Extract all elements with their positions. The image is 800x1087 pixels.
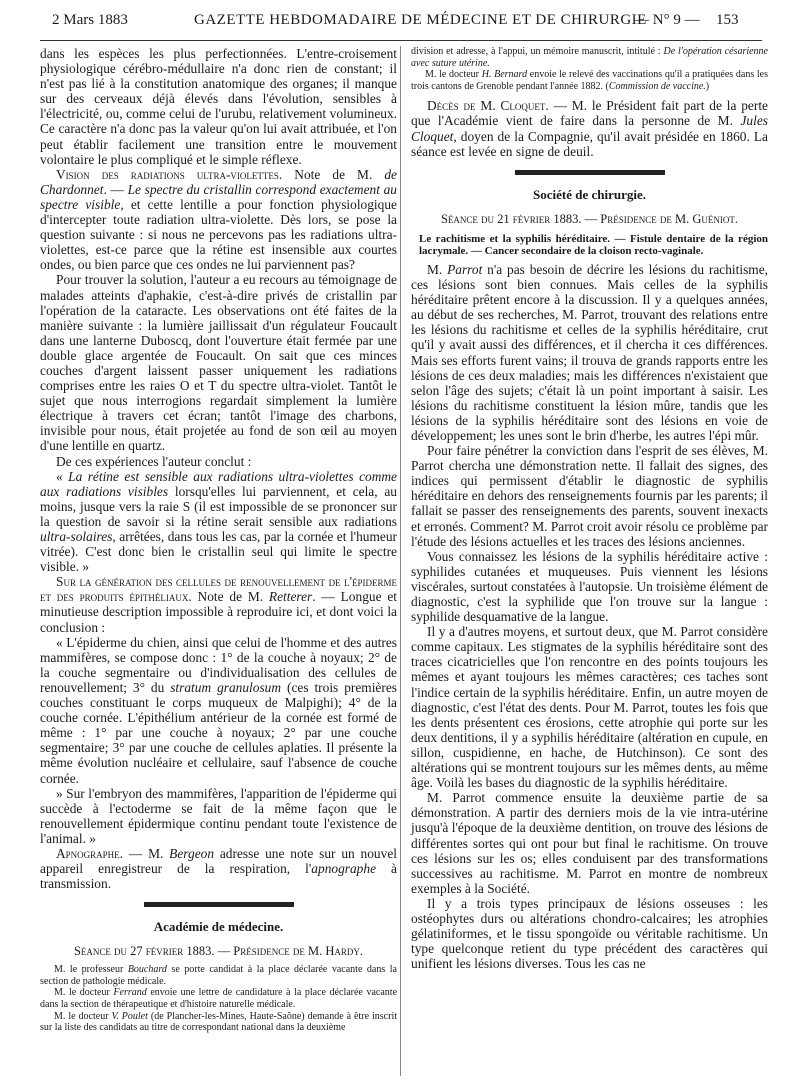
paragraph-apnographe [40, 846, 397, 891]
section-heading: Vision des radiations ultra-violettes. [56, 166, 283, 182]
text-run: division et adresse, à l'appui, un mémoire manuscrit, intitulé : [411, 46, 664, 57]
text-run: adresse une note sur un nouvel appareil enregistreur de la respiration, l' [40, 845, 397, 877]
text-run: — M. le Président fait part de la perte que l'Académie vient de faire dans la personne de M. [411, 98, 768, 129]
text-run: Note de M. [282, 166, 385, 182]
text-run: « L'épiderme du chien, ainsi que celui de l'homme et des autres mammifères, se compose donc : 1° de la couche à noyaux; 2° de la couche segmentaire ou d'individualisation des cellules de renouvellement; 3° du [40, 634, 397, 695]
header-title: GAZETTE HEBDOMADAIRE DE MÉDECINE ET DE CHIRURGIE [194, 12, 647, 28]
quote-paragraph: » Sur l'embryon des mammifères, l'apparition de l'épiderme qui succède à l'ectoderme se fait de la même façon que le renouvellement épidermique continu pendant toute l'existence de l'animal. » [40, 785, 397, 846]
text-run: (de Plancher-les-Mines, Haute-Saône) demande à être inscrit sur la liste des candidats au titre de correspondant national dans la deuxième [40, 1010, 397, 1034]
text-run: M. [427, 261, 448, 277]
quote-paragraph [40, 635, 397, 786]
section-rule [144, 902, 294, 907]
text-run: Note de M. [191, 589, 269, 605]
session-subheading: Le rachitisme et la syphilis héréditaire. — Fistule dentaire de la région lacrymale. — Cancer secondaire de la cloison recto-vaginale. [419, 232, 768, 258]
minutes-item [411, 46, 768, 69]
author-name: Bergeon [169, 845, 215, 861]
text-run: . — Longue et minutieuse description impossible à reproduire ici, et dont voici la conclusion : [40, 589, 397, 635]
quote-paragraph [40, 469, 397, 575]
text-run: (ces trois premières couches constituant le corps muqueux de Malpighi); 4° de la couche cornée. L'épithélium antérieur de la cornée est formé de même : 1° par une couche à noyaux; 2° par une couche segmentaire; 3° par une couche de cellules aplaties. Il présente la même évolution nucléaire et cellulaire, sauf l'absence de couche cornée. [40, 679, 397, 786]
note-title: Le spectre du cristallin correspond exactement au spectre visible [40, 181, 397, 212]
text-run: envoie le relevé des vaccinations qu'il a pratiquées dans les trois cantons de Grenoble pendant l'année 1882. ( [411, 69, 769, 92]
person-name: Parrot [447, 261, 483, 277]
person-name: Jules Cloquet [411, 113, 768, 144]
paragraph: Pour faire pénétrer la conviction dans l'esprit de ses élèves, M. Parrot chercha une démonstration nette. Il fallait des signes, des indices qui permissent d'établir le diagnostic de syphilis héréditaire en dehors des renseignements fournis par les parents; il fallait se passer des renseignements des parents, souvent inexacts et erronés. Comment? M. Parrot croit avoir résolu ce problème par l'étude des lésions actuelles et les traces des lésions anciennes. [411, 443, 768, 549]
section-rule [515, 170, 665, 175]
paragraph: M. Parrot commence ensuite la deuxième partie de sa démonstration. A partir des derniers mois de la vie intra-utérine jusqu'à l'époque de la deuxième dentition, on trouve des lésions de différentes sortes qui ont pour but final le rachitisme. On trouve ces lésions sur les os; elles conduisent par des transformations successives au rachitisme. M. Parrot en montre de nombreux exemples à la Société. [411, 790, 768, 896]
author-name: de Chardonnet [40, 166, 397, 197]
paragraph: Il y a trois types principaux de lésions osseuses : les ostéophytes durs ou altérations chondro-calcaires; les atrophies gélatiniformes, et le tissu spongoïde ou véritable rachitisme. Un type quelconque retient du type précédent des caractères qui unifient les lésions diverses. Tous les cas ne [411, 895, 768, 972]
header-date: 2 Mars 1883 [52, 12, 128, 28]
header-rule [40, 40, 762, 41]
text-run: lorsqu'elles lui parviennent, et cela, au moins, jusque vers la raie S (il est impossible de se prononcer sur la question de savoir si la rétine serait sensible aux radiations [40, 483, 397, 529]
text-run: se porte candidat à la place déclarée vacante dans la section de pathologie médicale. [40, 964, 397, 987]
person-name: V. Poulet [111, 1010, 148, 1022]
text-run: , et cette lentille a pour fonction physiologique d'intercepter toute radiation ultra-violette. Dès lors, se pose la question suivante : si nous ne percevons pas les radiations ultra-violettes, est-ce parce que la rétine est insensible aux courtes ondes, ou bien parce que ces ondes ne lui parviennent pas? [40, 196, 397, 273]
text-run: M. le docteur [54, 1010, 112, 1022]
italic-text: ultra-solaires [40, 529, 113, 544]
text-run: , doyen de la Compagnie, qu'il avait présidée en 1860. La séance est levée en signe de deuil. [411, 128, 768, 159]
column-divider [400, 46, 401, 1076]
section-heading: Décès de M. Cloquet. [427, 98, 549, 114]
header-issue-number: — N° 9 — [634, 12, 700, 28]
right-column [411, 46, 768, 971]
person-name: Bouchard [127, 964, 167, 976]
seance-line: Séance du 21 février 1883. — Présidence de M. Guéniot. [440, 211, 739, 226]
seance-line: Séance du 27 février 1883. — Présidence de M. Hardy. [73, 944, 364, 959]
paragraph: Il y a d'autres moyens, et surtout deux, que M. Parrot considère comme capitaux. Les stigmates de la syphilis héréditaire sont des traces cicatricielles que l'on rencontre en des points toujours les mêmes et ayant toujours les mêmes caractères; ces taches sont l'indice certain de la syphilis héréditaire. Enfin, un autre moyen de diagnostic, c'est l'état des dents. Pour M. Parrot, toutes les fois que les dents présentent ces érosions, cette atrophie qui porte sur les deux dentitions, il y a syphilis héréditaire (altération en cupule, en sillon, cuspidienne, en hache, de Hutchinson). Ce sont des altérations qui se montrent toujours sur les mêmes dents, au même âge. Voilà les bases du diagnostic de la syphilis héréditaire. [411, 624, 768, 791]
text-run: M. le docteur [425, 69, 482, 81]
minutes-item [411, 69, 768, 92]
paragraph [411, 262, 768, 443]
text-run: envoie une lettre de candidature à la place déclarée vacante dans la section de thérapeutique et d'histoire naturelle médicale. [40, 987, 398, 1011]
section-heading: Sur la génération des cellules de renouvellement de l'épiderme et des produits épithéliaux. [40, 574, 397, 605]
page-header [0, 0, 800, 42]
paragraph: Pour trouver la solution, l'auteur a eu recours au témoignage de malades atteints d'aphakie, c'est-à-dire privés de cristallin par l'opération de la cataracte. Les observations ont été faites de la manière suivante : la lumière jaillissait d'un régulateur Foucault dans une lanterne Duboscq, dont l'ouverture était fermée par une double glace argentée de Foucault. On sait que ces minces couches d'argent laissent passer uniquement les radiations comprises entre les raies O et T du spectre ultra-violet. Tantôt le sujet que nous interrogions regardait simplement la lumière électrique à travers cet écran; tantôt l'image des charbons, invisible pour nous, était projetée au fond de son œil au moyen d'une lentille en quartz. [40, 272, 397, 454]
text-run: . — [103, 181, 128, 197]
text-run: « [56, 468, 69, 484]
italic-text: De l'opération césarienne avec suture utérine. [411, 46, 769, 69]
italic-text: Commission de vaccine. [608, 80, 706, 92]
text-run: — M. [123, 845, 170, 861]
italic-text: stratum granulosum [170, 679, 282, 695]
section-heading: Apnographe. [56, 845, 124, 861]
text-run: , arrêtées, dans tous les cas, par la cornée et l'humeur vitrée). C'est donc bien le cristallin seul qui limite le spectre visible. » [40, 529, 397, 575]
text-run: M. le docteur [54, 987, 114, 999]
author-name: Retterer [268, 589, 313, 605]
minutes-item [40, 964, 397, 987]
person-name: Ferrand [113, 987, 147, 999]
section-title-academie: Académie de médecine. [153, 919, 284, 935]
italic-text: La rétine est sensible aux radiations ultra-violettes comme aux radiations visibles [40, 468, 398, 499]
minutes-item [40, 987, 397, 1010]
section-title-societe: Société de chirurgie. [533, 186, 646, 202]
person-name: H. Bernard [481, 69, 528, 81]
paragraph: De ces expériences l'auteur conclut : [56, 453, 252, 469]
text-run: M. le professeur [54, 964, 128, 976]
minutes-item [40, 1011, 397, 1034]
text-run: à transmission. [40, 861, 397, 892]
paragraph-deces [411, 98, 768, 158]
text-run: ) [705, 80, 710, 92]
paragraph: Vous connaissez les lésions de la syphilis héréditaire active : syphilides cutanées et muqueuses. Puis viennent les lésions viscérales, surtout constatées à l'autopsie. Un troisième élément de diagnostic, c'est la syphilide que l'on trouve sur la langue : syphilide desquamative de la langue. [411, 548, 768, 625]
text-run: n'a pas besoin de décrire les lésions du rachitisme, ces lésions sont bien connues. Mais celles de la syphilis héréditaire prêtent encore à la discussion. Il y a quelques années, au début de ses recherches, M. Parrot, trouvant des relations entre les lésions du rachitisme et celles de la syphilis héréditaire, crut qu'il y avait aussi des différences, et il chercha it ces différences. Mais ses efforts furent vains; il trouva de grands rapports entre les lésions de ces deux maladies; mais les différences n'existaient que selon l'âge des sujets; c'était là un point important à saisir. Les lésions du rachitisme constituent la lésion mûre, tandis que les lésions de la syphilis héréditaire sont des lésions en voie de développement; les unes sont le brin d'herbe, les autres l'épi mûr. [411, 261, 768, 443]
paragraph-generation [40, 574, 397, 634]
italic-text: apnographe [311, 861, 377, 877]
paragraph: dans les espèces les plus perfectionnées. L'entre-croisement physiologique cérébro-médullaire n'a donc rien de constant; il n'est pas lié à la constitution anatomique des organes; il manque sur des cerveaux déjà élevés dans l'évolution, sensibles à l'électricité, ou, comme celui de l'urubu, relativement volumineux. Ce caractère n'a donc pas la valeur qu'on lui avait attribuée, et l'on peut établir facilement une transition entre le mouvement volontaire le plus compliqué et le simple réflexe. [40, 46, 397, 167]
paragraph-vision [40, 167, 397, 273]
left-column [40, 46, 397, 1034]
header-page-number: 153 [716, 12, 739, 28]
